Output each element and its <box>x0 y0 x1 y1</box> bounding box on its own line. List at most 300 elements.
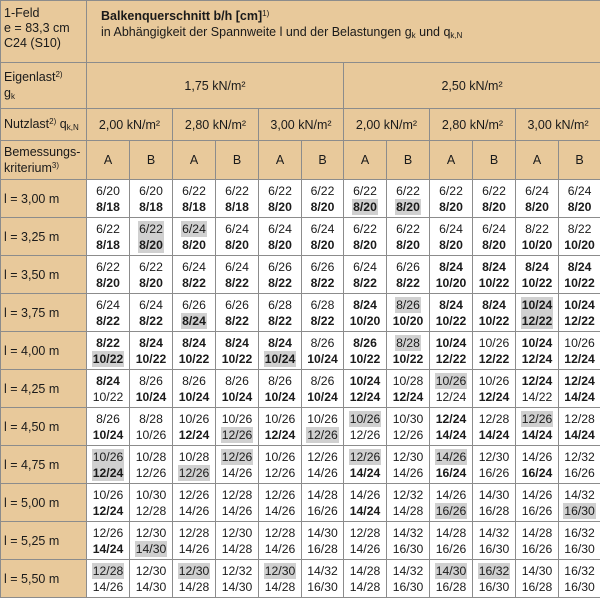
section-value-top: 6/24 <box>182 221 206 236</box>
section-value-bottom: 14/26 <box>178 503 210 518</box>
section-value-bottom: 16/26 <box>307 503 338 518</box>
section-value-top: 10/26 <box>307 411 338 426</box>
section-value-bottom: 12/24 <box>521 351 553 366</box>
section-value-top: 14/30 <box>521 563 553 578</box>
span-length-label: l = 3,00 m <box>1 180 87 218</box>
section-cell <box>216 522 259 560</box>
section-value-top: 16/32 <box>564 563 595 578</box>
section-cell <box>430 484 473 522</box>
section-value-bottom: 10/22 <box>478 275 510 290</box>
section-value-bottom: 10/24 <box>264 351 296 366</box>
section-value-top: 6/28 <box>310 297 335 312</box>
section-value-bottom: 10/24 <box>135 389 167 404</box>
section-value-top: 6/26 <box>182 297 206 312</box>
section-value-top: 12/28 <box>178 525 210 540</box>
section-value-bottom: 16/26 <box>435 503 467 518</box>
section-cell <box>87 218 130 256</box>
section-cell <box>259 408 302 446</box>
table-row <box>1 522 600 560</box>
section-cell <box>559 256 600 294</box>
section-value-bottom: 10/22 <box>521 275 553 290</box>
criterion-header: B <box>387 141 430 180</box>
section-cell <box>302 408 344 446</box>
section-cell <box>216 560 259 598</box>
table-corner <box>1 1 87 63</box>
table-row <box>1 560 600 598</box>
section-value-bottom: 10/20 <box>521 237 553 252</box>
section-value-bottom: 14/24 <box>435 427 467 442</box>
section-cell <box>473 522 516 560</box>
span-length-label: l = 4,75 m <box>1 446 87 484</box>
section-value-bottom: 8/20 <box>96 275 120 290</box>
section-value-bottom: 16/30 <box>564 541 595 556</box>
section-cell <box>516 408 559 446</box>
section-value-top: 12/28 <box>264 525 296 540</box>
section-value-bottom: 12/22 <box>435 351 467 366</box>
section-value-top: 6/22 <box>439 183 463 198</box>
section-value-top: 14/26 <box>435 449 467 464</box>
section-value-top: 6/24 <box>353 259 377 274</box>
section-value-top: 8/26 <box>396 297 420 312</box>
span-length-label: l = 4,25 m <box>1 370 87 408</box>
section-value-bottom: 12/24 <box>264 427 296 442</box>
section-value-bottom: 14/24 <box>478 427 510 442</box>
section-value-bottom: 8/20 <box>353 199 377 214</box>
section-value-bottom: 12/24 <box>178 427 210 442</box>
section-cell <box>516 560 559 598</box>
section-value-top: 14/32 <box>564 487 595 502</box>
section-value-top: 10/26 <box>92 449 124 464</box>
section-value-bottom: 14/26 <box>349 541 381 556</box>
table-row <box>1 370 600 408</box>
nutzlast-label: Nutzlast$^{2)}$ $q_{k,N}$ <box>1 109 87 141</box>
table-row <box>1 218 600 256</box>
section-cell <box>344 256 387 294</box>
section-cell <box>130 484 173 522</box>
nutzlast-group: 2,80 kN/m² <box>430 109 516 141</box>
section-value-top: 6/24 <box>139 297 163 312</box>
section-cell <box>473 332 516 370</box>
section-value-top: 10/26 <box>478 335 510 350</box>
section-cell <box>473 446 516 484</box>
eigenlast-group: 1,75 kN/m² <box>87 63 344 109</box>
section-value-top: 10/24 <box>521 297 553 312</box>
section-value-bottom: 8/22 <box>225 275 249 290</box>
section-value-top: 12/32 <box>221 563 253 578</box>
section-value-bottom: 14/30 <box>135 541 167 556</box>
section-cell <box>87 294 130 332</box>
section-value-bottom: 16/26 <box>478 465 510 480</box>
section-value-bottom: 12/24 <box>92 465 124 480</box>
section-value-top: 6/22 <box>482 183 506 198</box>
section-value-top: 8/24 <box>439 259 463 274</box>
section-cell <box>516 218 559 256</box>
section-cell <box>430 522 473 560</box>
nutzlast-group: 2,00 kN/m² <box>344 109 430 141</box>
section-value-bottom: 10/20 <box>349 313 381 328</box>
section-cell <box>516 522 559 560</box>
section-value-bottom: 8/22 <box>353 275 377 290</box>
section-cell <box>344 332 387 370</box>
section-cell <box>344 408 387 446</box>
caption-title: Balkenquerschnitt b/h [cm]$^{1)}$ <box>101 9 270 23</box>
section-value-bottom: 10/22 <box>221 351 253 366</box>
section-cell <box>173 560 216 598</box>
section-cell <box>302 484 344 522</box>
section-value-top: 6/24 <box>567 183 592 198</box>
eigenlast-label: Eigenlast$^{2)}$ $g_k$ <box>1 63 87 109</box>
span-length-label: l = 4,50 m <box>1 408 87 446</box>
section-value-bottom: 14/26 <box>307 465 338 480</box>
section-value-top: 12/24 <box>521 373 553 388</box>
section-value-bottom: 12/26 <box>392 427 424 442</box>
section-cell <box>216 408 259 446</box>
section-cell <box>302 560 344 598</box>
section-value-bottom: 12/26 <box>264 465 296 480</box>
section-value-top: 10/26 <box>564 335 595 350</box>
section-cell <box>387 560 430 598</box>
section-cell <box>516 332 559 370</box>
span-length-label: l = 5,25 m <box>1 522 87 560</box>
section-value-top: 12/30 <box>392 449 424 464</box>
section-value-top: 8/26 <box>139 373 163 388</box>
section-value-bottom: 14/28 <box>392 503 424 518</box>
section-value-bottom: 8/22 <box>268 275 292 290</box>
section-value-bottom: 10/22 <box>349 351 381 366</box>
section-value-top: 14/30 <box>478 487 510 502</box>
section-cell <box>516 370 559 408</box>
section-cell <box>516 294 559 332</box>
section-cell <box>344 370 387 408</box>
section-value-bottom: 16/24 <box>435 465 467 480</box>
section-value-top: 10/28 <box>135 449 167 464</box>
section-value-top: 8/24 <box>482 297 506 312</box>
section-cell <box>344 180 387 218</box>
section-value-top: 10/26 <box>264 449 296 464</box>
section-value-top: 14/32 <box>478 525 510 540</box>
table-row <box>1 484 600 522</box>
section-value-top: 16/32 <box>478 563 510 578</box>
section-cell <box>516 180 559 218</box>
section-value-bottom: 16/28 <box>521 579 553 594</box>
section-cell <box>173 446 216 484</box>
span-length-label: l = 3,25 m <box>1 218 87 256</box>
section-value-bottom: 10/22 <box>564 275 595 290</box>
section-value-bottom: 14/26 <box>264 503 296 518</box>
nutzlast-group: 2,80 kN/m² <box>173 109 259 141</box>
section-value-top: 14/26 <box>521 487 553 502</box>
criterion-header: B <box>473 141 516 180</box>
section-value-top: 10/26 <box>221 411 253 426</box>
section-cell <box>302 180 344 218</box>
section-value-top: 14/30 <box>307 525 338 540</box>
section-cell <box>259 560 302 598</box>
section-value-bottom: 14/28 <box>178 579 210 594</box>
section-value-top: 12/32 <box>392 487 424 502</box>
section-value-top: 8/24 <box>525 259 549 274</box>
section-value-top: 8/24 <box>439 297 463 312</box>
section-cell <box>130 332 173 370</box>
section-value-bottom: 10/22 <box>92 351 124 366</box>
section-value-bottom: 8/20 <box>567 199 592 214</box>
section-value-top: 10/26 <box>92 487 124 502</box>
section-cell <box>173 180 216 218</box>
span-length-label: l = 4,00 m <box>1 332 87 370</box>
section-value-bottom: 14/26 <box>178 541 210 556</box>
section-value-top: 6/26 <box>225 297 249 312</box>
section-value-top: 10/26 <box>435 373 467 388</box>
section-value-bottom: 12/22 <box>564 313 595 328</box>
section-value-top: 6/20 <box>139 183 163 198</box>
section-cell <box>473 294 516 332</box>
section-cell <box>87 484 130 522</box>
section-value-bottom: 12/26 <box>178 465 210 480</box>
section-value-top: 8/26 <box>310 335 335 350</box>
section-cell <box>87 522 130 560</box>
section-value-top: 8/26 <box>353 335 377 350</box>
section-cell <box>387 484 430 522</box>
section-cell <box>559 446 600 484</box>
section-value-bottom: 14/26 <box>264 541 296 556</box>
table-row <box>1 180 600 218</box>
section-cell <box>130 446 173 484</box>
section-value-top: 6/22 <box>96 259 120 274</box>
section-value-top: 12/28 <box>564 411 595 426</box>
section-cell <box>173 522 216 560</box>
nutzlast-group: 3,00 kN/m² <box>259 109 344 141</box>
section-cell <box>430 370 473 408</box>
section-cell <box>559 560 600 598</box>
section-value-bottom: 14/26 <box>92 579 124 594</box>
section-value-top: 12/28 <box>92 563 124 578</box>
section-value-bottom: 16/26 <box>564 465 595 480</box>
section-cell <box>430 180 473 218</box>
section-cell <box>344 294 387 332</box>
section-cell <box>516 256 559 294</box>
section-cell <box>216 294 259 332</box>
section-cell <box>387 332 430 370</box>
section-value-top: 6/20 <box>96 183 120 198</box>
section-cell <box>259 446 302 484</box>
section-value-bottom: 10/24 <box>221 389 253 404</box>
section-value-bottom: 10/26 <box>135 427 167 442</box>
section-cell <box>559 218 600 256</box>
section-value-bottom: 8/22 <box>139 313 163 328</box>
section-value-bottom: 16/30 <box>478 541 510 556</box>
section-value-top: 6/22 <box>225 183 249 198</box>
section-value-top: 16/32 <box>564 525 595 540</box>
section-value-top: 10/26 <box>478 373 510 388</box>
section-cell <box>173 332 216 370</box>
section-value-top: 6/26 <box>268 259 292 274</box>
section-value-bottom: 16/30 <box>564 503 595 518</box>
section-cell <box>173 218 216 256</box>
section-cell <box>259 256 302 294</box>
section-value-top: 14/26 <box>435 487 467 502</box>
section-cell <box>559 332 600 370</box>
section-cell <box>130 256 173 294</box>
section-value-bottom: 14/28 <box>264 579 296 594</box>
criterion-header: B <box>302 141 344 180</box>
section-value-bottom: 12/22 <box>478 351 510 366</box>
criterion-header: A <box>87 141 130 180</box>
section-value-top: 6/22 <box>353 221 377 236</box>
section-value-bottom: 16/28 <box>307 541 338 556</box>
criterion-header: B <box>130 141 173 180</box>
section-value-bottom: 14/24 <box>349 503 381 518</box>
section-value-bottom: 8/18 <box>96 199 120 214</box>
section-cell <box>130 408 173 446</box>
section-value-top: 8/22 <box>525 221 549 236</box>
section-value-top: 12/30 <box>135 525 167 540</box>
section-cell <box>259 484 302 522</box>
section-value-bottom: 16/30 <box>478 579 510 594</box>
section-value-bottom: 14/24 <box>564 389 595 404</box>
section-cell <box>473 560 516 598</box>
section-value-top: 10/26 <box>178 411 210 426</box>
section-cell <box>130 218 173 256</box>
section-value-top: 8/26 <box>182 373 206 388</box>
section-cell <box>259 294 302 332</box>
criterion-header: B <box>216 141 259 180</box>
section-value-bottom: 12/28 <box>135 503 167 518</box>
section-value-top: 12/26 <box>221 449 253 464</box>
section-value-top: 8/24 <box>225 335 249 350</box>
section-value-bottom: 14/28 <box>221 541 253 556</box>
section-value-top: 12/30 <box>478 449 510 464</box>
section-cell <box>259 180 302 218</box>
section-value-bottom: 8/24 <box>182 313 206 328</box>
criterion-header: A <box>344 141 387 180</box>
section-value-top: 14/32 <box>392 525 424 540</box>
section-value-bottom: 8/20 <box>225 237 249 252</box>
span-length-label: l = 5,50 m <box>1 560 87 598</box>
section-value-bottom: 8/20 <box>439 199 463 214</box>
section-value-top: 12/28 <box>349 525 381 540</box>
section-cell <box>216 332 259 370</box>
section-cell <box>259 332 302 370</box>
section-cell <box>559 484 600 522</box>
section-value-bottom: 16/26 <box>521 541 553 556</box>
section-cell <box>216 370 259 408</box>
section-cell <box>173 370 216 408</box>
section-value-bottom: 8/22 <box>182 275 206 290</box>
section-cell <box>387 256 430 294</box>
eigenlast-group: 2,50 kN/m² <box>344 63 600 109</box>
section-cell <box>87 408 130 446</box>
section-value-bottom: 8/20 <box>439 237 463 252</box>
section-cell <box>430 294 473 332</box>
section-value-top: 14/28 <box>435 525 467 540</box>
section-value-top: 10/24 <box>521 335 553 350</box>
section-cell <box>302 370 344 408</box>
section-value-bottom: 10/22 <box>392 351 424 366</box>
section-cell <box>559 370 600 408</box>
section-value-bottom: 12/24 <box>478 389 510 404</box>
section-value-top: 12/32 <box>564 449 595 464</box>
section-value-bottom: 8/20 <box>268 199 292 214</box>
section-value-top: 8/24 <box>353 297 377 312</box>
criterion-header: B <box>559 141 600 180</box>
section-value-bottom: 14/28 <box>349 579 381 594</box>
section-value-bottom: 8/20 <box>482 237 506 252</box>
criterion-header: A <box>173 141 216 180</box>
section-value-bottom: 10/24 <box>178 389 210 404</box>
section-cell <box>387 180 430 218</box>
section-value-bottom: 8/22 <box>396 275 420 290</box>
section-cell <box>216 484 259 522</box>
section-cell <box>302 332 344 370</box>
criterion-label: Bemessungs- kriterium$^{3)}$ <box>1 141 87 180</box>
table-row <box>1 332 600 370</box>
section-value-bottom: 12/24 <box>392 389 424 404</box>
section-value-top: 14/28 <box>521 525 553 540</box>
section-cell <box>130 522 173 560</box>
section-value-top: 6/22 <box>139 259 163 274</box>
section-value-top: 6/24 <box>182 259 206 274</box>
section-cell <box>559 408 600 446</box>
section-cell <box>130 370 173 408</box>
section-value-top: 6/24 <box>525 183 549 198</box>
section-value-top: 14/26 <box>349 487 381 502</box>
section-cell <box>173 408 216 446</box>
section-value-bottom: 12/22 <box>521 313 553 328</box>
section-value-bottom: 12/24 <box>349 389 381 404</box>
section-cell <box>130 560 173 598</box>
section-value-bottom: 8/20 <box>525 199 549 214</box>
criterion-header: A <box>259 141 302 180</box>
section-value-bottom: 8/20 <box>396 237 420 252</box>
section-value-bottom: 10/24 <box>264 389 296 404</box>
section-value-top: 6/24 <box>310 221 335 236</box>
span-length-label: l = 5,00 m <box>1 484 87 522</box>
section-cell <box>473 256 516 294</box>
span-type: 1-Feld <box>4 6 40 20</box>
section-cell <box>473 218 516 256</box>
section-value-top: 10/26 <box>264 411 296 426</box>
section-value-top: 12/26 <box>92 525 124 540</box>
section-cell <box>130 180 173 218</box>
section-value-top: 6/22 <box>96 221 120 236</box>
section-cell <box>387 408 430 446</box>
section-value-top: 6/26 <box>310 259 335 274</box>
section-value-top: 6/22 <box>353 183 377 198</box>
section-value-top: 12/26 <box>349 449 381 464</box>
section-value-top: 6/26 <box>396 259 420 274</box>
section-value-bottom: 10/20 <box>392 313 424 328</box>
section-value-bottom: 16/26 <box>435 541 467 556</box>
section-value-bottom: 12/26 <box>135 465 167 480</box>
section-value-top: 10/26 <box>349 411 381 426</box>
section-cell <box>173 294 216 332</box>
section-value-bottom: 16/30 <box>307 579 338 594</box>
section-value-bottom: 8/18 <box>139 199 163 214</box>
section-cell <box>87 180 130 218</box>
section-value-top: 8/24 <box>567 259 592 274</box>
section-value-bottom: 16/26 <box>521 503 553 518</box>
section-value-bottom: 14/26 <box>392 465 424 480</box>
span-length-label: l = 3,75 m <box>1 294 87 332</box>
section-cell <box>173 484 216 522</box>
section-cell <box>344 484 387 522</box>
section-value-top: 14/30 <box>435 563 467 578</box>
section-value-top: 10/30 <box>135 487 167 502</box>
section-value-top: 12/30 <box>178 563 210 578</box>
section-cell <box>473 180 516 218</box>
section-cell <box>516 446 559 484</box>
section-value-top: 8/24 <box>268 335 292 350</box>
section-cell <box>259 522 302 560</box>
